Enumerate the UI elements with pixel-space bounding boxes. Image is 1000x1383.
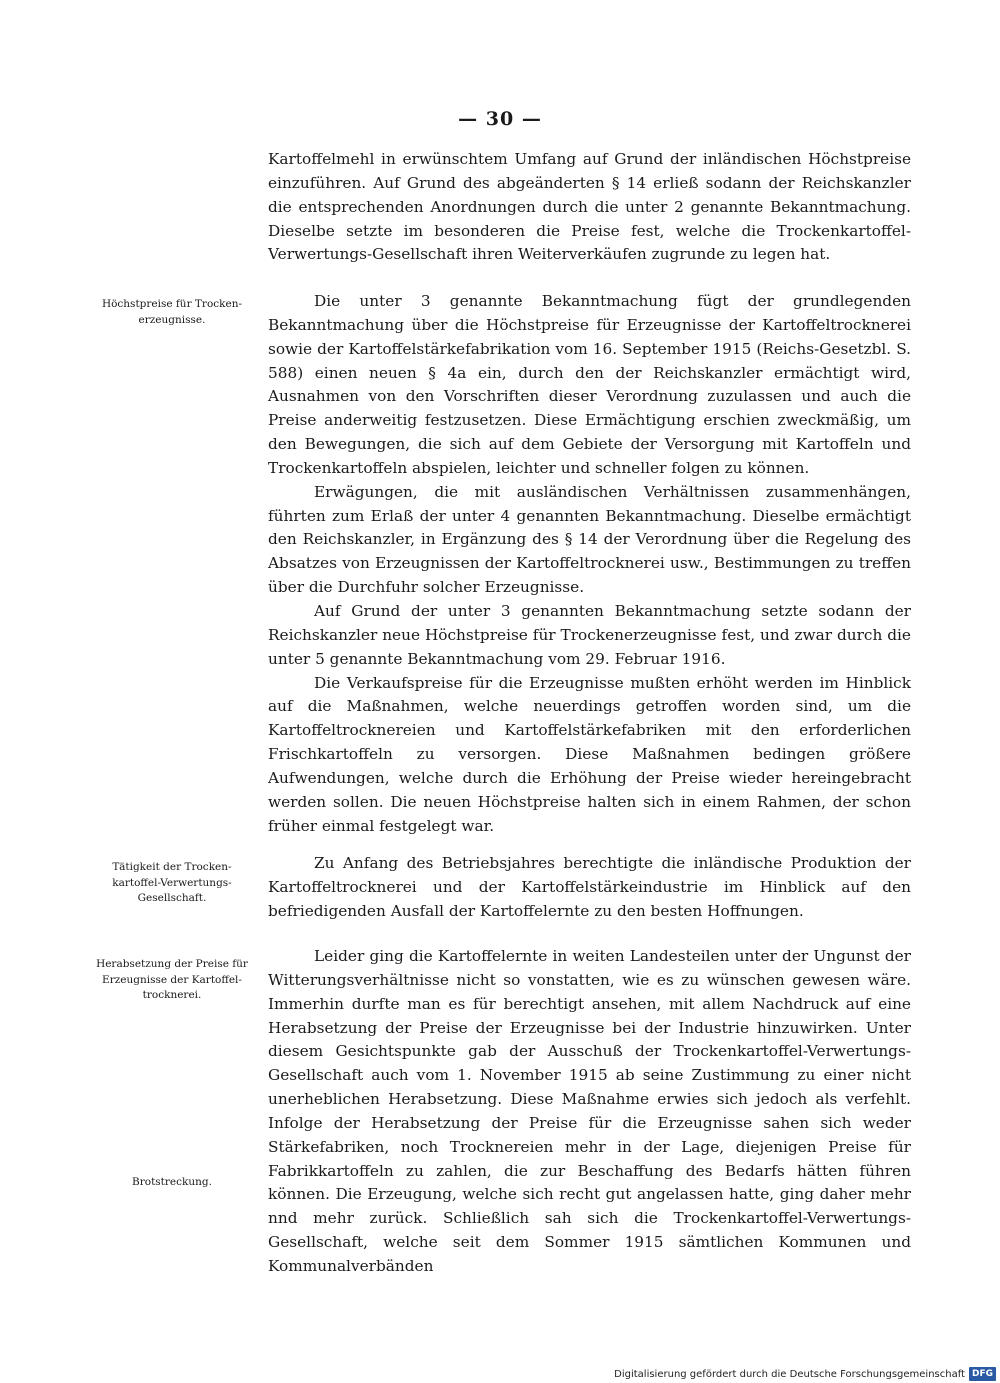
margin-note-line: Erzeugnisse der Kartoffel- [102, 973, 242, 986]
paragraph: Erwägungen, die mit ausländischen Verhältnissen zusammenhängen, führten zum Erlaß der unter 4 genannten Bekanntmachung. Dieselbe ermächtigt den Reichskanzler, in Ergänzung des § 14 der Verordnung über die Regelung des Absatzes von Erzeugnissen der Kartoffeltrocknerei usw., Bestimmungen zu treffen über die Durchfuhr solcher Erzeugnisse. [268, 482, 911, 597]
margin-note-line: Tätigkeit der Trocken- [112, 861, 232, 873]
paragraph: Kartoffelmehl in erwünschtem Umfang auf Grund der inländischen Höchstpreise einzuführen. Auf Grund des abgeänderten § 14 erließ sodann der Reichskanzler die entsprechenden Anordnungen durch die unter 2 genannte Bekanntmachung. Dieselbe setzte im besonderen die Preise fest, welche die Trockenkartoffel-Verwertungs-Gesellschaft ihren Weiterverkäufen zugrunde zu legen hat. [268, 150, 911, 264]
margin-note-line: kartoffel-Verwertungs- [112, 876, 232, 889]
text-block-taetigkeit [268, 852, 911, 924]
margin-note-line: trocknerei. [142, 989, 202, 1001]
margin-note-line: Höchstpreise für Trocken- [101, 298, 243, 310]
paragraph: Die Verkaufspreise für die Erzeugnisse mußten erhöht werden im Hinblick auf die Maßnahmen, welche neuerdings getroffen worden sind, um die Kartoffeltrocknereien und Kartoffelstärkefabriken mit den erforderlichen Frischkartoffeln zu versorgen. Diese Maßnahmen bedingen größere Aufwendungen, welche durch die Erhöhung der Preise wieder hereingebracht werden sollen. Die neuen Höchstpreise halten sich in einem Rahmen, der schon früher einmal festgelegt war. [268, 673, 911, 835]
margin-note-line: Herabsetzung der Preise für [96, 958, 248, 970]
text-block-hoechstpreise [268, 290, 911, 838]
dfg-logo-icon: DFG [969, 1367, 996, 1381]
margin-note-line: Gesellschaft. [137, 892, 207, 904]
text-block-herabsetzung [268, 945, 911, 1279]
page-number: — 30 — [458, 108, 542, 130]
paragraph: Zu Anfang des Betriebsjahres berechtigte die inländische Produktion der Kartoffeltrocknerei und der Kartoffelstärkeindustrie im Hinblick auf den befriedigenden Ausfall der Kartoffelernte zu den besten Hoffnungen. [268, 854, 911, 920]
margin-note-line: erzeugnisse. [138, 313, 206, 326]
paragraph: Auf Grund der unter 3 genannten Bekanntmachung setzte sodann der Reichskanzler neue Höchstpreise für Trockenerzeugnisse fest, und zwar durch die unter 5 genannte Bekanntmachung vom 29. Februar 1916. [268, 601, 911, 668]
paragraph: Leider ging die Kartoffelernte in weiten Landesteilen unter der Ungunst der Witterungsverhältnisse nicht so vonstatten, wie es zu wünschen gewesen wäre. Immerhin durfte man es für berechtigt ansehen, mit allem Nachdruck auf eine Herabsetzung der Preise der Erzeugnisse bei der Industrie hinzuwirken. Unter diesem Gesichtspunkte gab der Ausschuß der Trockenkartoffel-Verwertungs-Gesellschaft auch vom 1. November 1915 ab seine Zustimmung zu einer nicht unerheblichen Herabsetzung. Diese Maßnahme erwies sich jedoch als verfehlt. Infolge der Herabsetzung der Preise für die Erzeugnisse sahen sich weder Stärkefabriken, noch Trocknereien mehr in der Lage, diejenigen Preise für Fabrikkartoffeln zu zahlen, die zur Beschaffung des Bedarfs hätten führen können. Die Erzeugung, welche sich recht gut angelassen hatte, ging daher mehr nnd mehr zurück. Schließlich sah sich die Trockenkartoffel-Verwertungs-Gesellschaft, welche seit dem Sommer 1915 sämtlichen Kommunen und Kommunalverbänden [268, 947, 911, 1275]
margin-note-brotstreckung [82, 1175, 262, 1191]
margin-note-line: Brotstreckung. [132, 1176, 212, 1188]
margin-note-hoechstpreise [82, 297, 262, 328]
footer-credit [606, 1367, 996, 1381]
paragraph: Die unter 3 genannte Bekanntmachung fügt der grundlegenden Bekanntmachung über die Höchstpreise für Erzeugnisse der Kartoffeltrocknerei sowie der Kartoffelstärkefabrikation vom 16. September 1915 (Reichs-Gesetzbl. S. 588) einen neuen § 4a ein, durch den der Reichskanzler ermächtigt wird, Ausnahmen von den Vorschriften dieser Verordnung zuzulassen und auch die Preise anderweitig festzusetzen. Diese Ermächtigung erschien zweckmäßig, um den Bewegungen, die sich auf dem Gebiete der Versorgung mit Kartoffeln und Trockenkartoffeln abspielen, leichter und schneller folgen zu können. [268, 292, 911, 477]
footer-text: Digitalisierung gefördert durch die Deutsche Forschungsgemeinschaft [614, 1368, 965, 1380]
text-block-intro [268, 148, 911, 267]
margin-note-taetigkeit [82, 860, 262, 907]
margin-note-herabsetzung [82, 957, 262, 1004]
